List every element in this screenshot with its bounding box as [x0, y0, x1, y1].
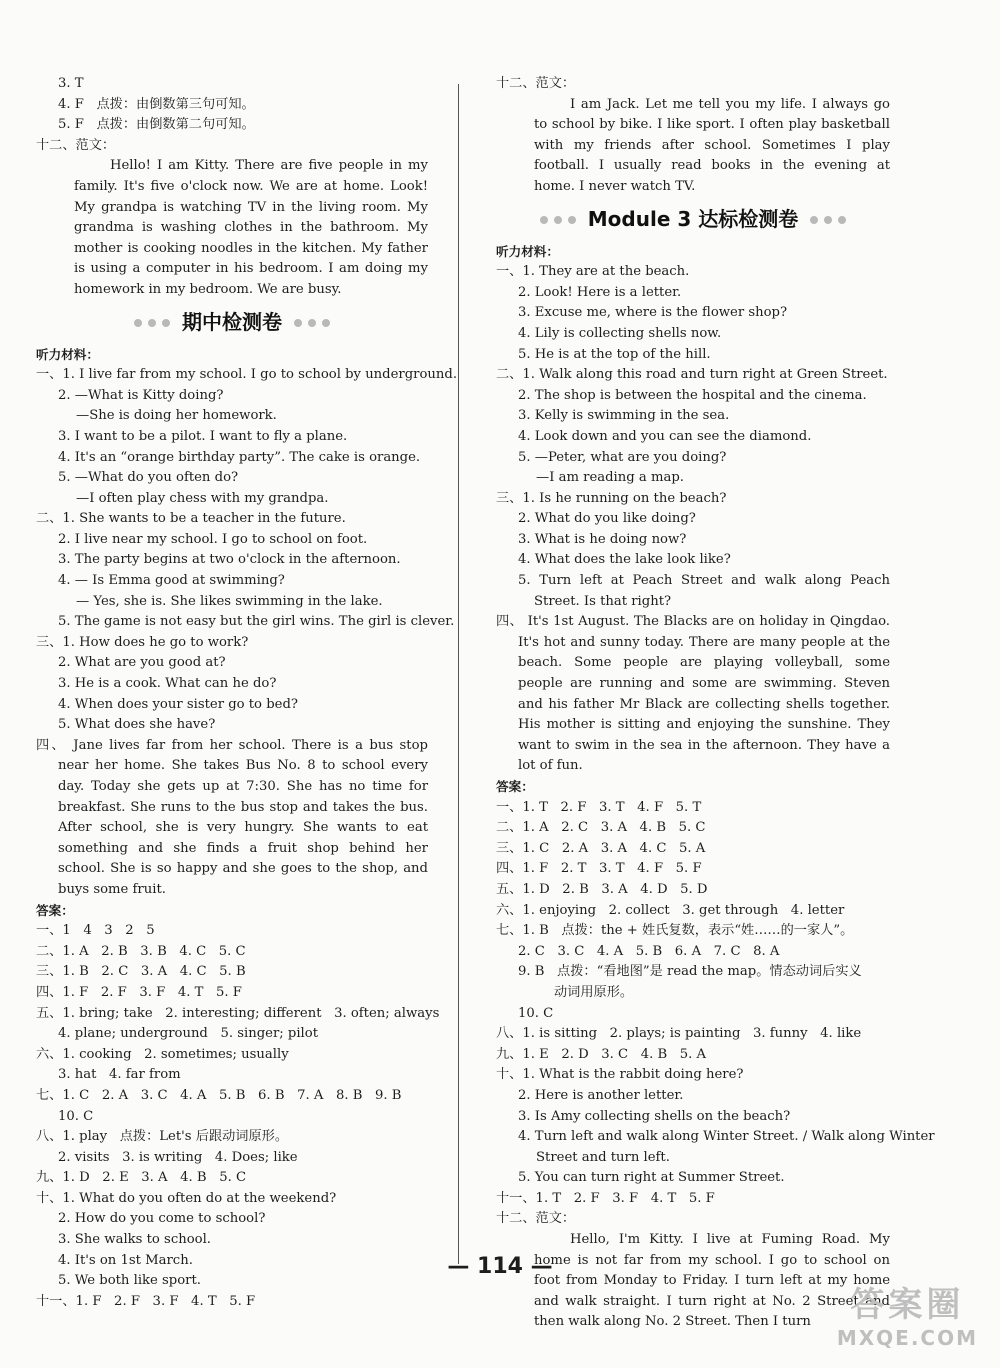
paragraph: Hello, I'm Kitty. I live at Fuming Road. My home is not far from my school. I go to school on foot from Monday to Friday. I turn left at my home and walk straight. I turn right at No. 2 Street and then walk along No. 2 Street. Then I turn [534, 1232, 890, 1330]
text-line: 5. You can turn right at Summer Street. [518, 1170, 785, 1186]
text-line: 2. visits 3. is writing 4. Does; like [58, 1149, 298, 1165]
text-line: 4. plane; underground 5. singer; pilot [58, 1026, 319, 1042]
text-line: 3. What is he doing now? [518, 531, 687, 547]
paragraph: 四、 Jane lives far from her school. There is a bus stop near her home. She takes Bus No. 8 to school every day. Today she gets up at 7:30. She has no time for breakfast. She runs to the bus stop and takes the bus. After school, she is very hungry. She wants to eat something and she finds a fruit shop behind her school. She is so happy and she goes to the shop, and buys some fruit. [36, 737, 428, 897]
left-column [36, 74, 458, 1312]
text-line: 三、1. Is he running on the beach? [496, 490, 727, 506]
section-title-text: Module 3 达标检测卷 [587, 207, 799, 232]
text-line: 5. He is at the top of the hill. [518, 346, 711, 362]
text-line: Street and turn left. [536, 1149, 670, 1165]
text-line: —I am reading a map. [536, 470, 684, 486]
text-line: 2. Here is another letter. [518, 1087, 684, 1103]
decorative-dots-left [540, 216, 576, 224]
text-line: 二、1. Walk along this road and turn right at Green Street. [496, 367, 888, 383]
text-line: 九、1. D 2. E 3. A 4. B 5. C [36, 1170, 247, 1186]
text-line: 9. B 点拨：“看地图”是 read the map。情态动词后实义 [518, 964, 862, 980]
text-line: 十二、范文： [496, 76, 576, 91]
text-line: 4. F 点拨：由倒数第三句可知。 [58, 96, 255, 112]
text-line: 5. —What do you often do? [58, 470, 239, 486]
text-line: 3. She walks to school. [58, 1232, 211, 1248]
text-line: 3. Is Amy collecting shells on the beach? [518, 1108, 791, 1124]
text-line: 八、1. is sitting 2. plays; is painting 3. funny 4. like [496, 1026, 862, 1042]
text-line: 3. hat 4. far from [58, 1067, 181, 1083]
text-line: 4. Look down and you can see the diamond. [518, 428, 812, 444]
text-line: — Yes, she is. She likes swimming in the lake. [76, 593, 383, 609]
text-line: 5. The game is not easy but the girl wins. The girl is clever. [58, 614, 455, 630]
text-line: 四、1. F 2. T 3. T 4. F 5. F [496, 861, 702, 877]
text-line: 三、1. How does he go to work? [36, 634, 249, 650]
text-line: 4. Lily is collecting shells now. [518, 325, 722, 341]
text-line: 六、1. cooking 2. sometimes; usually [36, 1046, 289, 1062]
text-line: 2. What are you good at? [58, 655, 226, 671]
text-line: 一、1. They are at the beach. [496, 264, 690, 280]
text-line: 七、1. B 点拨：the + 姓氏复数，表示“姓……的一家人”。 [496, 923, 854, 939]
text-line: 4. Turn left and walk along Winter Street. / Walk along Winter [518, 1129, 935, 1145]
text-line: 三、1. B 2. C 3. A 4. C 5. B [36, 964, 246, 980]
watermark-line1: 答案圈 [850, 1285, 965, 1325]
paragraph: 四、 It's 1st August. The Blacks are on holiday in Qingdao. It's hot and sunny today. There are many people at the beach. Some people are playing volleyball, some people are running and some are swimming. Steven and his father Mr Black are collecting shells together. His mother is sitting and enjoying the sunshine. They want to swim in the sea in the afternoon. They have a lot of fun. [496, 614, 890, 774]
decorative-dots-left [134, 319, 170, 327]
watermark-line2: MXQE.COM [836, 1326, 978, 1350]
section-label: 答案： [36, 902, 74, 918]
decorative-dots-right [294, 319, 330, 327]
text-line: 一、1. I live far from my school. I go to school by underground. [36, 367, 458, 383]
text-line: 二、1. A 2. B 3. B 4. C 5. C [36, 943, 246, 959]
text-line: 3. T [58, 76, 84, 91]
section-label: 听力材料： [36, 346, 99, 362]
section-label: 听力材料： [496, 243, 559, 259]
text-line: 3. Kelly is swimming in the sea. [518, 408, 730, 424]
text-line: 3. He is a cook. What can he do? [58, 676, 277, 692]
text-line: 七、1. C 2. A 3. C 4. A 5. B 6. B 7. A 8. B 9. B [36, 1087, 402, 1103]
text-line: 5. F 点拨：由倒数第二句可知。 [58, 117, 255, 133]
text-line: 十、1. What do you often do at the weekend? [36, 1190, 337, 1206]
text-line: 4. — Is Emma good at swimming? [58, 573, 285, 589]
text-line: 十二、范文： [496, 1211, 576, 1227]
text-line: 动词用原形。 [554, 984, 634, 1000]
decorative-dots-right [810, 216, 846, 224]
text-line: 2. I live near my school. I go to school on foot. [58, 531, 368, 547]
text-line: 十二、范文： [36, 137, 116, 153]
text-line: 九、1. E 2. D 3. C 4. B 5. A [496, 1046, 707, 1062]
text-line: 3. The party begins at two o'clock in the afternoon. [58, 552, 401, 568]
text-line: 一、1. T 2. F 3. T 4. F 5. T [496, 799, 702, 815]
text-line: —I often play chess with my grandpa. [76, 490, 329, 506]
text-line: 2. —What is Kitty doing? [58, 387, 224, 403]
section-label: 答案： [496, 779, 534, 794]
text-line: 4. It's an “orange birthday party”. The cake is orange. [58, 449, 421, 465]
text-line: 5. What does she have? [58, 717, 216, 733]
text-line: 2. The shop is between the hospital and the cinema. [518, 387, 867, 403]
text-line: 3. Excuse me, where is the flower shop? [518, 305, 788, 321]
text-line: 3. I want to be a pilot. I want to fly a plane. [58, 428, 348, 444]
text-line: 2. What do you like doing? [518, 511, 696, 527]
text-line: 10. C [58, 1108, 94, 1124]
text-line: 4. What does the lake look like? [518, 552, 731, 568]
text-line: 四、1. F 2. F 3. F 4. T 5. F [36, 984, 242, 1000]
paragraph: Hello! I am Kitty. There are five people in my family. It's five o'clock now. We are at home. Look! My grandpa is watching TV in the living room. My grandma is washing clothes in the bathroom. My mother is cooking noodles in the kitchen. My father is using a computer in his bedroom. I am doing my homework in my bedroom. We are busy. [74, 158, 428, 297]
text-line: —She is doing her homework. [76, 408, 277, 424]
text-line: 5. —Peter, what are you doing? [518, 449, 727, 465]
column-divider [458, 84, 459, 1264]
text-line: 二、1. A 2. C 3. A 4. B 5. C [496, 820, 706, 836]
section-title [496, 200, 890, 240]
paragraph: 5. Turn left at Peach Street and walk along Peach Street. Is that right? [518, 573, 890, 609]
section-title [36, 303, 428, 343]
text-line: 十、1. What is the rabbit doing here? [496, 1067, 744, 1083]
text-line: 10. C [518, 1005, 554, 1021]
text-line: 一、1 4 3 2 5 [36, 923, 155, 939]
section-title-text: 期中检测卷 [182, 310, 282, 335]
text-line: 八、1. play 点拨：Let's 后跟动词原形。 [36, 1129, 289, 1145]
page-number: — 114 — [447, 1254, 553, 1279]
text-line: 2. C 3. C 4. A 5. B 6. A 7. C 8. A [518, 943, 780, 959]
text-line: 5. We both like sport. [58, 1273, 201, 1289]
text-line: 2. How do you come to school? [58, 1211, 266, 1227]
text-line: 十一、1. T 2. F 3. F 4. T 5. F [496, 1190, 715, 1206]
text-line: 五、1. D 2. B 3. A 4. D 5. D [496, 881, 708, 897]
text-line: 五、1. bring; take 2. interesting; different 3. often; always [36, 1005, 440, 1021]
text-line: 三、1. C 2. A 3. A 4. C 5. A [496, 840, 706, 856]
text-line: 4. It's on 1st March. [58, 1252, 193, 1268]
text-line: 二、1. She wants to be a teacher in the future. [36, 511, 346, 527]
watermark-logo [837, 1277, 978, 1350]
text-line: 六、1. enjoying 2. collect 3. get through 4. letter [496, 902, 845, 918]
text-line: 十一、1. F 2. F 3. F 4. T 5. F [36, 1293, 256, 1309]
text-line: 2. Look! Here is a letter. [518, 284, 682, 300]
text-line: 4. When does your sister go to bed? [58, 696, 298, 712]
paragraph: I am Jack. Let me tell you my life. I always go to school by bike. I like sport. I often play basketball with my friends after school. Sometimes I play football. I usually read books in the evening at home. I never watch TV. [534, 96, 890, 194]
